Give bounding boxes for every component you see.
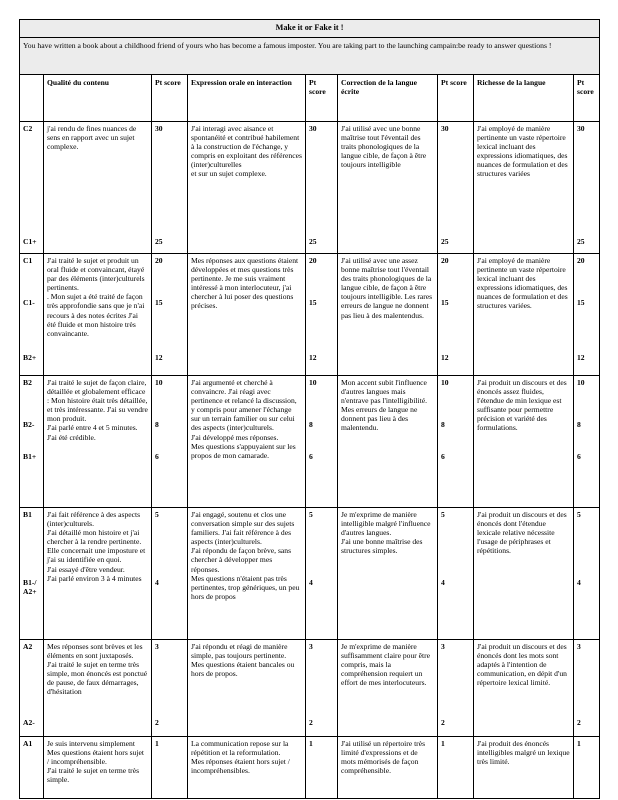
level-cell — [20, 122, 44, 254]
richesse-cell — [474, 122, 574, 254]
score-value: 3 — [309, 642, 313, 651]
score-cell — [152, 254, 188, 376]
page-title: Make it or Fake it ! — [20, 20, 600, 38]
score-value: 10 — [309, 378, 317, 387]
score-value: 10 — [441, 378, 449, 387]
correction-paragraph: J'ai utilisé un répertoire très limité d'expressions et de mots mémorisés de façon compréhensible. — [341, 739, 426, 776]
score-value: 3 — [441, 642, 445, 651]
score-cell — [152, 508, 188, 640]
score-value: 20 — [155, 256, 163, 265]
contenu-cell — [44, 122, 152, 254]
band-row-c2 — [20, 122, 600, 254]
score-value: 15 — [577, 298, 585, 307]
contenu-cell — [44, 640, 152, 737]
oral-cell — [188, 737, 306, 799]
title-row — [20, 20, 600, 38]
score-cell — [574, 254, 600, 376]
score-value: 30 — [309, 124, 317, 133]
score-value: 8 — [309, 420, 313, 429]
contenu-paragraph: J'ai traité le sujet de façon claire, détaillée et globalement efficace : Mon histoire était très détaillée, et très intéressante. J'ai su vendre mon produit. — [47, 378, 148, 424]
level-label: A2 — [23, 642, 33, 651]
score-cell — [152, 737, 188, 799]
score-cell — [574, 737, 600, 799]
correction-paragraph: J'ai une bonne maîtrise des structures simples. — [341, 537, 423, 556]
oral-paragraph: J'ai développé mes réponses. — [191, 432, 279, 442]
score-cell — [438, 508, 474, 640]
score-value: 10 — [155, 378, 163, 387]
correction-paragraph: J'ai utilisé avec une bonne maîtrise tout l'éventail des traits phonologiques de la langue cible, de façon à être toujours intelligible — [341, 124, 427, 170]
oral-paragraph: La communication repose sur la répétition et la reformulation. — [191, 739, 289, 758]
level-label: C1 — [23, 256, 33, 265]
level-label: A2- — [23, 718, 35, 727]
contenu-cell — [44, 508, 152, 640]
correction-paragraph: Je m'exprime de manière intelligible malgré l'influence d'autres langues. — [341, 510, 431, 538]
correction-paragraph: Mon accent subit l'influence d'autres langues mais n'entrave pas l'intelligibilité. — [341, 378, 428, 406]
score-value: 25 — [441, 237, 449, 246]
richesse-cell — [474, 640, 574, 737]
score-value: 1 — [441, 739, 445, 748]
oral-paragraph: Mes questions s'appuyaient sur les propos de mon camarade. — [191, 441, 296, 460]
score-value: 12 — [155, 353, 163, 362]
score-cell — [438, 376, 474, 508]
score-value: 30 — [155, 124, 163, 133]
contenu-paragraph: J'ai traité le sujet en terme très simple, mon énoncés est ponctué de pause, de faux démarrages, d'hésitation — [47, 660, 148, 697]
score-value: 5 — [155, 510, 159, 519]
score-value: 25 — [577, 237, 585, 246]
score-cell — [574, 122, 600, 254]
richesse-paragraph: J'ai produit un discours et des énoncés dont les mots sont adaptés à l'intention de communication, en dépit d'un répertoire lexical limité. — [477, 642, 567, 688]
contenu-paragraph: J'ai détaillé mon histoire et j'ai chercher à la rendre pertinente. Elle concernait une imposture et j'ai su identifiée en quoi. — [47, 528, 146, 565]
score-cell — [306, 254, 338, 376]
contenu-paragraph: . Mon sujet a été traité de façon très approfondie sans que je n'ai recours à des notes écrites J'ai été fluide et mon histoire très convaincante. — [47, 292, 145, 338]
oral-cell — [188, 508, 306, 640]
oral-paragraph: Mes questions n'étaient pas très pertinentes, trop génériques, un peu hors de propos — [191, 573, 300, 601]
richesse-cell — [474, 254, 574, 376]
header-pt-score-1: Pt score — [152, 75, 188, 122]
richesse-paragraph: J'ai produit un discours et des énoncés dont l'étendue lexicale relative nécessite l'usage de périphrases et répétitions. — [477, 510, 567, 556]
score-value: 12 — [441, 353, 449, 362]
level-label: A1 — [23, 739, 33, 748]
contenu-paragraph: J'ai parlé entre 4 et 5 minutes. — [47, 423, 138, 433]
contenu-paragraph: Je suis intervenu simplement — [47, 739, 135, 748]
oral-cell — [188, 254, 306, 376]
score-cell — [438, 122, 474, 254]
level-label: B2- — [23, 420, 35, 429]
oral-paragraph: et sur un sujet complexe. — [191, 169, 267, 179]
richesse-paragraph: J'ai produit des énoncés intelligibles malgré un lexique très limité. — [477, 739, 570, 767]
band-row-b2 — [20, 376, 600, 508]
contenu-cell — [44, 376, 152, 508]
oral-cell — [188, 122, 306, 254]
score-value: 2 — [155, 718, 159, 727]
score-value: 15 — [441, 298, 449, 307]
level-cell — [20, 508, 44, 640]
score-cell — [438, 737, 474, 799]
level-cell — [20, 640, 44, 737]
score-cell — [152, 376, 188, 508]
score-value: 12 — [309, 353, 317, 362]
contenu-paragraph: J'ai parlé environ 3 à 4 minutes — [47, 573, 142, 583]
score-cell — [152, 640, 188, 737]
band-row-a2 — [20, 640, 600, 737]
score-value: 1 — [577, 739, 581, 748]
score-value: 20 — [441, 256, 449, 265]
richesse-cell — [474, 737, 574, 799]
score-value: 5 — [309, 510, 313, 519]
score-cell — [306, 122, 338, 254]
score-value: 5 — [441, 510, 445, 519]
header-richesse: Richesse de la langue — [474, 75, 574, 122]
score-value: 4 — [309, 578, 313, 587]
oral-paragraph: J'ai répondu de façon brève, sans chercher à développer mes réponses. — [191, 546, 292, 574]
score-value: 10 — [577, 378, 585, 387]
richesse-paragraph: J'ai employé de manière pertinente un vaste répertoire lexical incluant des expressions idiomatiques, des nuances de formulation et des structures variées — [477, 124, 568, 179]
correction-cell — [338, 737, 438, 799]
score-value: 20 — [309, 256, 317, 265]
richesse-paragraph: J'ai employé de manière pertinente un vaste répertoire lexical incluant des expressions idiomatiques, des nuances de formulation et des structures variées. — [477, 256, 568, 311]
level-cell — [20, 376, 44, 508]
header-correction: Correction de la langue écrite — [338, 75, 438, 122]
contenu-paragraph: J'ai traité le sujet en terme très simple. — [47, 766, 140, 785]
band-row-b1 — [20, 508, 600, 640]
richesse-paragraph: J'ai produit un discours et des énoncés assez fluides, l'étendue de min lexique est suffisante pour permettre précision et variété des formulations. — [477, 378, 567, 433]
richesse-cell — [474, 508, 574, 640]
correction-cell — [338, 122, 438, 254]
band-row-a1 — [20, 737, 600, 799]
score-value: 6 — [441, 452, 445, 461]
correction-cell — [338, 508, 438, 640]
contenu-paragraph: Mes réponses sont brèves et les éléments en sont juxtaposés. — [47, 642, 143, 661]
score-value: 30 — [441, 124, 449, 133]
score-value: 2 — [441, 718, 445, 727]
header-row — [20, 75, 600, 122]
level-label: C2 — [23, 124, 33, 133]
oral-paragraph: J'ai interagi avec aisance et spontanéité et contribué habilement à la construction de l'échange, y compris en exploitant des références (inter)culturelles — [191, 124, 302, 170]
oral-paragraph: J'ai engagé, soutenu et clos une conversation simple sur des sujets familiers. J'ai fait référence à des aspects (inter)culturels. — [191, 510, 295, 547]
header-level — [20, 75, 44, 122]
oral-paragraph: J'ai argumenté et cherché à convaincre. J'ai réagi avec pertinence et relancé la discussion, y compris pour amener l'échange sur un terrain familier ou sur celui des aspects (inter)culturels. — [191, 378, 297, 433]
oral-cell — [188, 376, 306, 508]
contenu-paragraph: J'ai fait référence à des aspects (inter)culturels. — [47, 510, 141, 529]
score-value: 5 — [577, 510, 581, 519]
score-cell — [574, 376, 600, 508]
score-value: 20 — [577, 256, 585, 265]
score-value: 8 — [155, 420, 159, 429]
score-value: 15 — [309, 298, 317, 307]
score-value: 2 — [309, 718, 313, 727]
oral-cell — [188, 640, 306, 737]
score-value: 8 — [441, 420, 445, 429]
score-value: 6 — [309, 452, 313, 461]
contenu-cell — [44, 254, 152, 376]
score-cell — [438, 254, 474, 376]
score-cell — [574, 508, 600, 640]
rubric-sheet — [19, 19, 599, 799]
score-cell — [306, 376, 338, 508]
score-cell — [306, 640, 338, 737]
header-pt-score-4: Pt score — [574, 75, 600, 122]
score-value: 2 — [577, 718, 581, 727]
correction-paragraph: Mes erreurs de langue ne donnent pas lieu à des malentendu. — [341, 405, 418, 433]
score-value: 1 — [309, 739, 313, 748]
header-oral: Expression orale en interaction — [188, 75, 306, 122]
score-value: 15 — [155, 298, 163, 307]
score-cell — [574, 640, 600, 737]
score-value: 4 — [441, 578, 445, 587]
score-value: 6 — [155, 452, 159, 461]
score-value: 25 — [155, 237, 163, 246]
correction-cell — [338, 376, 438, 508]
band-row-c1 — [20, 254, 600, 376]
header-pt-score-2: Pt score — [306, 75, 338, 122]
score-cell — [438, 640, 474, 737]
level-label: B1-/ A2+ — [23, 578, 37, 597]
contenu-paragraph: J'ai été crédible. — [47, 432, 96, 442]
score-value: 12 — [577, 353, 585, 362]
score-cell — [152, 122, 188, 254]
level-cell — [20, 737, 44, 799]
level-label: B2+ — [23, 353, 37, 362]
contenu-cell — [44, 737, 152, 799]
oral-paragraph: J'ai répondu et réagi de manière simple, pas toujours pertinente. — [191, 642, 288, 661]
header-contenu: Qualité du contenu — [44, 75, 152, 122]
oral-paragraph: Mes réponses étaient hors sujet / incompréhensibles. — [191, 757, 290, 776]
correction-cell — [338, 254, 438, 376]
level-label: B2 — [23, 378, 32, 387]
contenu-paragraph: J'ai essayé d'être vendeur. — [47, 564, 125, 574]
level-label: C1- — [23, 298, 35, 307]
oral-paragraph: Mes réponses aux questions étaient développées et mes questions très pertinente. Je me suis vraiment intéressé à mon interlocuteur, j'ai chercher à lui poser des questions précises. — [191, 256, 299, 311]
rubric-table — [19, 19, 600, 799]
score-value: 6 — [577, 452, 581, 461]
header-pt-score-3: Pt score — [438, 75, 474, 122]
level-cell — [20, 254, 44, 376]
intro-row — [20, 38, 600, 75]
richesse-cell — [474, 376, 574, 508]
contenu-paragraph: Mes questions étaient hors sujet / incompréhensible. — [47, 748, 145, 767]
score-value: 4 — [577, 578, 581, 587]
correction-paragraph: Je m'exprime de manière suffisamment claire pour être compris, mais la compréhension requiert un effort de mes interlocuteurs. — [341, 642, 431, 688]
level-label: B1+ — [23, 452, 37, 461]
score-cell — [306, 508, 338, 640]
correction-cell — [338, 640, 438, 737]
correction-paragraph: J'ai utilisé avec une assez bonne maîtrise tout l'éventail des traits phonologiques de la langue cible, de façon à être toujours intelligible. Les rares erreurs de langue ne donnent pas lieu à des malentendus. — [341, 256, 433, 320]
score-value: 4 — [155, 578, 159, 587]
intro-text: You have written a book about a childhood friend of yours who has become a famous imposter. You are taking part to the launching campain:be ready to answer questions ! — [20, 38, 600, 75]
score-value: 8 — [577, 420, 581, 429]
score-value: 3 — [577, 642, 581, 651]
score-cell — [306, 737, 338, 799]
contenu-paragraph: j'ai rendu de fines nuances de sens en rapport avec un sujet complexe. — [47, 124, 137, 152]
oral-paragraph: Mes questions étaient bancales ou hors de propos. — [191, 660, 295, 679]
score-value: 30 — [577, 124, 585, 133]
contenu-paragraph: J'ai traité le sujet et produit un oral fluide et convaincant, étayé par des éléments (inter)culturels pertinents. — [47, 256, 145, 293]
score-value: 3 — [155, 642, 159, 651]
score-value: 25 — [309, 237, 317, 246]
level-label: C1+ — [23, 237, 37, 246]
level-label: B1 — [23, 510, 32, 519]
score-value: 1 — [155, 739, 159, 748]
